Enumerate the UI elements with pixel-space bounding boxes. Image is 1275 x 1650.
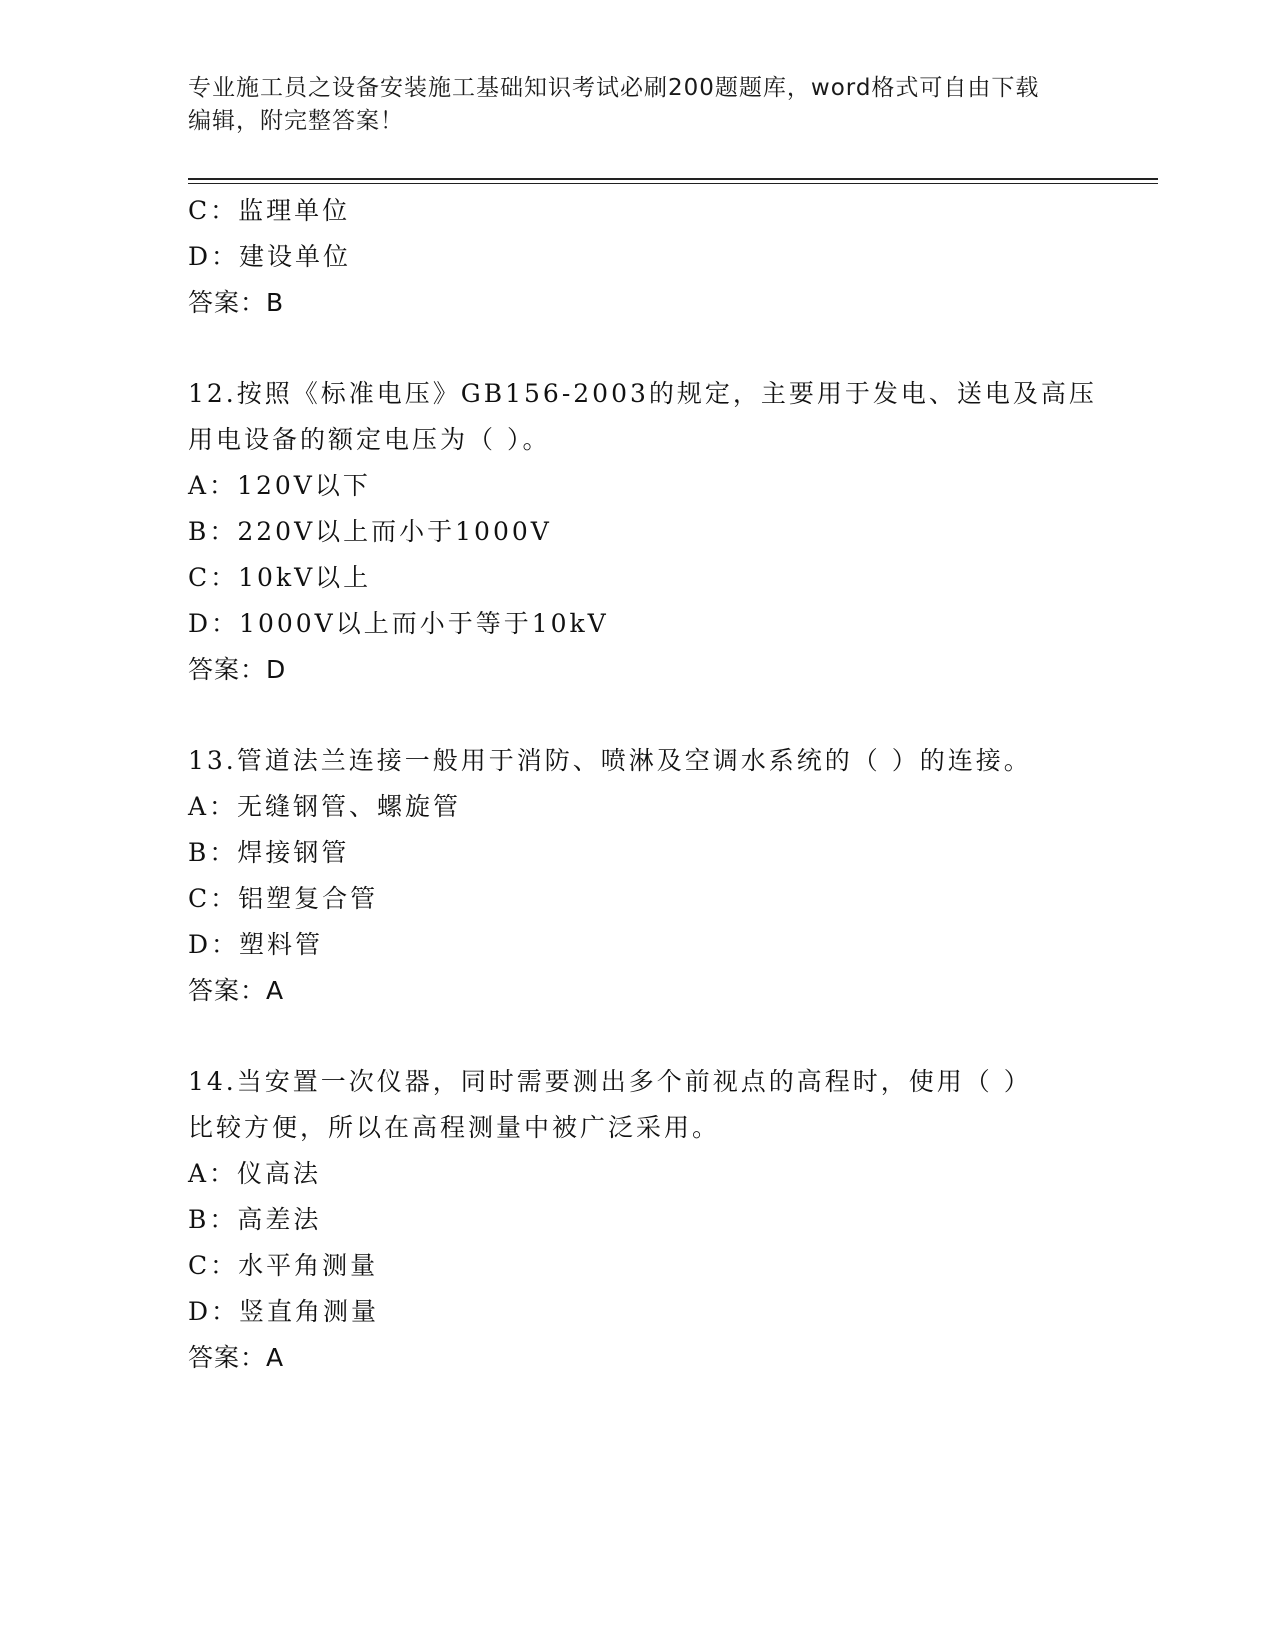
question-12 <box>188 371 1097 693</box>
option-a: A：120V以下 <box>188 471 371 500</box>
header-line-2: 编辑，附完整答案！ <box>188 108 404 134</box>
document-header <box>188 72 1078 138</box>
question-stem: 比较方便，所以在高程测量中被广泛采用。 <box>188 1113 721 1142</box>
question-stem: 14.当安置一次仪器，同时需要测出多个前视点的高程时，使用（ ） <box>188 1067 1032 1096</box>
option-c: C：铝塑复合管 <box>188 884 379 913</box>
option-c: C：水平角测量 <box>188 1251 379 1280</box>
spacer <box>188 326 1088 371</box>
question-list <box>188 188 1097 1381</box>
answer-line: 答案：D <box>188 655 287 684</box>
option-b: B：焊接钢管 <box>188 838 350 867</box>
question-stem: 12.按照《标准电压》GB156-2003的规定，主要用于发电、送电及高压 <box>188 379 1097 408</box>
spacer <box>188 693 1088 738</box>
question-13 <box>188 738 1088 1014</box>
header-divider-thin <box>188 183 1158 184</box>
question-stem: 13.管道法兰连接一般用于消防、喷淋及空调水系统的（ ）的连接。 <box>188 746 1032 775</box>
header-line-1: 专业施工员之设备安装施工基础知识考试必刷200题题库，word格式可自由下载 <box>188 75 1040 101</box>
option-a: A：无缝钢管、螺旋管 <box>188 792 462 821</box>
question-14 <box>188 1059 1088 1381</box>
option-b: B：高差法 <box>188 1205 322 1234</box>
question-stem: 用电设备的额定电压为（ ）。 <box>188 425 551 454</box>
option-c: C：监理单位 <box>188 196 351 225</box>
question-11-continued <box>188 188 1088 326</box>
option-d: D：竖直角测量 <box>188 1297 380 1326</box>
answer-line: 答案：A <box>188 976 285 1005</box>
option-d: D：1000V以上而小于等于10kV <box>188 609 609 638</box>
answer-line: 答案：B <box>188 288 285 317</box>
option-d: D：塑料管 <box>188 930 324 959</box>
option-d: D：建设单位 <box>188 242 352 271</box>
option-b: B：220V以上而小于1000V <box>188 517 552 546</box>
option-a: A：仪高法 <box>188 1159 322 1188</box>
option-c: C：10kV以上 <box>188 563 372 592</box>
spacer <box>188 1014 1088 1059</box>
answer-line: 答案：A <box>188 1343 285 1372</box>
header-divider-thick <box>188 178 1158 180</box>
